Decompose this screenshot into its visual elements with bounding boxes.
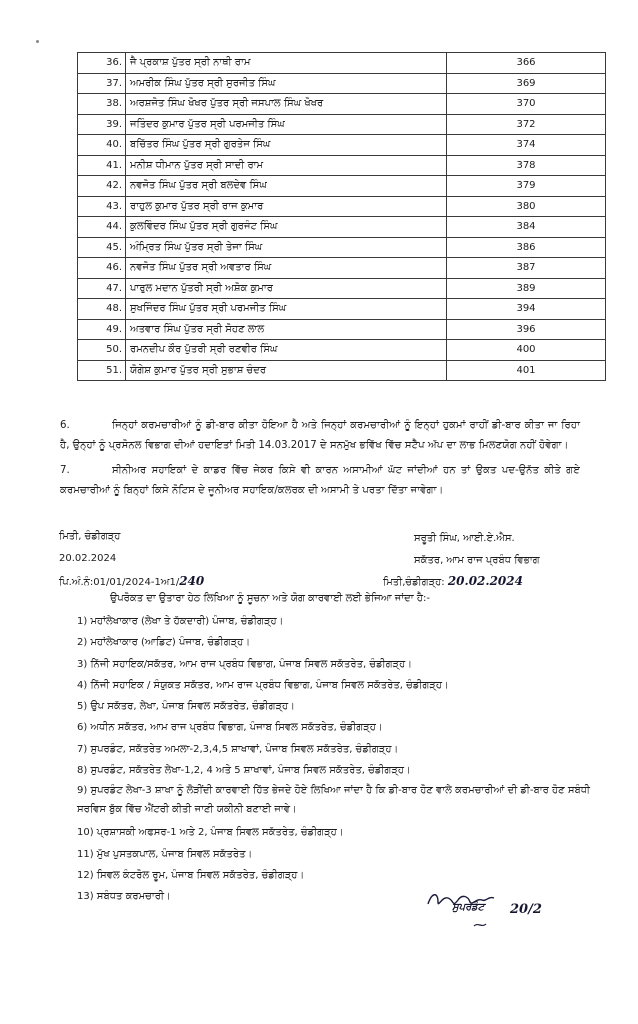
seniority-number-cell: 384 bbox=[447, 217, 606, 238]
table-row bbox=[78, 299, 606, 320]
signatory-name: ਸਰੂਤੀ ਸਿੰਘ, ਆਈ.ਏ.ਐਸ. bbox=[414, 533, 515, 544]
serial-number-cell: 48. bbox=[78, 299, 126, 320]
distribution-item: 1) ਮਹਾਂਲੇਖਾਕਾਰ (ਲੇਖਾ ਤੇ ਹੱਕਦਾਰੀ) ਪੰਜਾਬ, ਚੰਡੀਗੜ੍ਹ। bbox=[77, 616, 284, 627]
serial-number-cell: 41. bbox=[78, 155, 126, 176]
serial-number-cell: 43. bbox=[78, 196, 126, 217]
memo-number-handwritten: 240 bbox=[179, 574, 205, 588]
seniority-number-cell: 369 bbox=[447, 73, 606, 94]
table-row bbox=[78, 217, 606, 238]
signatory-designation: ਸਕੱਤਰ, ਆਮ ਰਾਜ ਪ੍ਰਬੰਧ ਵਿਭਾਗ bbox=[414, 555, 540, 566]
serial-number-cell: 51. bbox=[78, 360, 126, 381]
employee-name-cell: ਅਤਵਾਰ ਸਿੰਘ ਪੁੱਤਰ ਸ੍ਰੀ ਸੋਹਣ ਲਾਲ bbox=[126, 319, 447, 340]
distribution-item: 8) ਸੁਪਰਡੰਟ, ਸਕੱਤਰੇਤ ਲੇਖਾ-1,2, 4 ਅਤੇ 5 ਸ਼ਾਖਾਵਾਂ, ਪੰਜਾਬ ਸਿਵਲ ਸਕੱਤਰੇਤ, ਚੰਡੀਗੜ੍ਹ। bbox=[77, 765, 411, 777]
table-row bbox=[78, 237, 606, 258]
seniority-number-cell: 372 bbox=[447, 114, 606, 135]
serial-number-cell: 45. bbox=[78, 237, 126, 258]
employee-name-cell: ਬਚਿੱਤਰ ਸਿੰਘ ਪੁੱਤਰ ਸ੍ਰੀ ਗੁਰਤੇਜ ਸਿੰਘ bbox=[126, 135, 447, 156]
paragraph-number: 6. bbox=[60, 420, 70, 431]
seniority-number-cell: 396 bbox=[447, 319, 606, 340]
serial-number-cell: 40. bbox=[78, 135, 126, 156]
seniority-number-cell: 389 bbox=[447, 278, 606, 299]
signature-date-handwritten: 20/2 bbox=[510, 902, 542, 917]
employee-name-cell: ਯੋਗੇਸ਼ ਕੁਮਾਰ ਪੁੱਤਰ ਸ੍ਰੀ ਸੁਭਾਸ਼ ਚੰਦਰ bbox=[126, 360, 447, 381]
employee-name-cell: ਅਮਰੀਕ ਸਿੰਘ ਪੁੱਤਰ ਸ੍ਰੀ ਸੁਰਜੀਤ ਸਿੰਘ bbox=[126, 73, 447, 94]
serial-number-cell: 36. bbox=[78, 53, 126, 74]
distribution-item: 5) ਉਪ ਸਕੱਤਰ, ਲੇਖਾ, ਪੰਜਾਬ ਸਿਵਲ ਸਕੱਤਰੇਤ, ਚੰਡੀਗੜ੍ਹ। bbox=[77, 701, 295, 713]
seniority-number-cell: 400 bbox=[447, 340, 606, 361]
endorsement-date-handwritten: 20.02.2024 bbox=[447, 574, 523, 588]
employee-name-cell: ਜਤਿੰਦਰ ਕੁਮਾਰ ਪੁੱਤਰ ਸ੍ਰੀ ਪਰਮਜੀਤ ਸਿੰਘ bbox=[126, 114, 447, 135]
endorsement-date bbox=[383, 574, 523, 588]
distribution-item: 11) ਮੁੱਖ ਪੁਸਤਕਪਾਲ, ਪੰਜਾਬ ਸਿਵਲ ਸਕੱਤਰੇਤ। bbox=[77, 848, 253, 860]
serial-number-cell: 44. bbox=[78, 217, 126, 238]
seniority-number-cell: 374 bbox=[447, 135, 606, 156]
paragraph-6 bbox=[60, 416, 580, 456]
distribution-item: 7) ਸੁਪਰਡੰਟ, ਸਕੱਤਰੇਤ ਅਮਲਾ-2,3,4,5 ਸ਼ਾਖਾਵਾਂ, ਪੰਜਾਬ ਸਿਵਲ ਸਕੱਤਰੇਤ, ਚੰਡੀਗੜ੍ਹ। bbox=[77, 743, 399, 755]
employee-name-cell: ਅੰਮ੍ਰਿਤ ਸਿੰਘ ਪੁੱਤਰ ਸ੍ਰੀ ਤੇਜਾ ਸਿੰਘ bbox=[126, 237, 447, 258]
serial-number-cell: 38. bbox=[78, 94, 126, 115]
seniority-number-cell: 394 bbox=[447, 299, 606, 320]
table-row bbox=[78, 360, 606, 381]
memo-number bbox=[59, 574, 204, 588]
employee-name-cell: ਕੁਲਵਿੰਦਰ ਸਿੰਘ ਪੁੱਤਰ ਸ੍ਰੀ ਗੁਰਜੰਟ ਸਿੰਘ bbox=[126, 217, 447, 238]
endorsement-intro: ਉਪਰੋਕਤ ਦਾ ਉਤਾਰਾ ਹੇਠ ਲਿਖਿਆ ਨੂੰ ਸੂਚਨਾ ਅਤੇ ਯੋਗ ਕਾਰਵਾਈ ਲਈ ਭੇਜਿਆ ਜਾਂਦਾ ਹੈ:- bbox=[110, 593, 430, 604]
serial-number-cell: 46. bbox=[78, 258, 126, 279]
employee-name-cell: ਅਰਸ਼ਜੋਤ ਸਿੰਘ ਖੋਖਰ ਪੁੱਤਰ ਸ੍ਰੀ ਜਸਪਾਲ ਸਿੰਘ ਖੋਖਰ bbox=[126, 94, 447, 115]
employee-name-cell: ਪਾਰੁਲ ਮਦਾਨ ਪੁੱਤਰੀ ਸ੍ਰੀ ਅਸ਼ੋਕ ਕੁਮਾਰ bbox=[126, 278, 447, 299]
employee-name-cell: ਮਨੀਸ਼ ਧੀਮਾਨ ਪੁੱਤਰ ਸ੍ਰੀ ਸਾਦੀ ਰਾਮ bbox=[126, 155, 447, 176]
serial-number-cell: 37. bbox=[78, 73, 126, 94]
table-row bbox=[78, 73, 606, 94]
table-row bbox=[78, 176, 606, 197]
seniority-number-cell: 380 bbox=[447, 196, 606, 217]
serial-number-cell: 50. bbox=[78, 340, 126, 361]
distribution-item: 13) ਸਬੰਧਤ ਕਰਮਚਾਰੀ। bbox=[77, 891, 171, 903]
employee-name-cell: ਨਵਜੋਤ ਸਿੰਘ ਪੁੱਤਰ ਸ੍ਰੀ ਬਲਦੇਵ ਸਿੰਘ bbox=[126, 176, 447, 197]
table-row bbox=[78, 135, 606, 156]
memo-prefix: ਪਿ.ਅੰ.ਨੰ:01/01/2024-1ਅ1/ bbox=[59, 577, 180, 588]
table-row bbox=[78, 196, 606, 217]
table-row bbox=[78, 258, 606, 279]
seniority-number-cell: 379 bbox=[447, 176, 606, 197]
order-date: 20.02.2024 bbox=[59, 553, 117, 564]
table-row bbox=[78, 94, 606, 115]
distribution-item: 9) ਸੁਪਰਡੰਟ ਲੇਖਾ-3 ਸ਼ਾਖਾ ਨੂੰ ਲੋੜੀਂਦੀ ਕਾਰਵਾਈ ਹਿੱਤ ਭੇਜਦੇ ਹੋਏ ਲਿਖਿਆ ਜਾਂਦਾ ਹੈ ਕਿ ਡੀ-ਬਾਰ ਹੋਣ ਵਾਲੇ ਕਰਮਚਾਰੀਆਂ ਦੀ ਡੀ-ਬਾਰ ਹੋਣ ਸਬੰਧੀ ਸਰਵਿਸ ਬੁੱਕ ਵਿੱਚ ਐਂਟਰੀ ਕੀਤੀ ਜਾਣੀ ਯਕੀਨੀ ਬਣਾਈ ਜਾਵੇ। bbox=[77, 785, 591, 816]
scan-speck bbox=[36, 40, 39, 43]
table-row bbox=[78, 319, 606, 340]
seniority-number-cell: 386 bbox=[447, 237, 606, 258]
table-row bbox=[78, 53, 606, 74]
employee-name-cell: ਨਵਜੋਤ ਸਿੰਘ ਪੁੱਤਰ ਸ੍ਰੀ ਅਵਤਾਰ ਸਿੰਘ bbox=[126, 258, 447, 279]
employee-name-cell: ਸੁਖਜਿੰਦਰ ਸਿੰਘ ਪੁੱਤਰ ਸ੍ਰੀ ਪਰਮਜੀਤ ਸਿੰਘ bbox=[126, 299, 447, 320]
distribution-item: 10) ਪ੍ਰਸ਼ਾਸਕੀ ਅਫਸਰ-1 ਅਤੇ 2, ਪੰਜਾਬ ਸਿਵਲ ਸਕੱਤਰੇਤ, ਚੰਡੀਗੜ੍ਹ। bbox=[77, 827, 344, 839]
employee-name-cell: ਜੈ ਪ੍ਰਕਾਸ਼ ਪੁੱਤਰ ਸ੍ਰੀ ਨਾਥੀ ਰਾਮ bbox=[126, 53, 447, 74]
table-row bbox=[78, 340, 606, 361]
distribution-item: 2) ਮਹਾਂਲੇਖਾਕਾਰ (ਆਡਿਟ) ਪੰਜਾਬ, ਚੰਡੀਗੜ੍ਹ। bbox=[77, 637, 251, 649]
employee-name-cell: ਰਾਹੁਲ ਕੁਮਾਰ ਪੁੱਤਰ ਸ੍ਰੀ ਰਾਜ ਕੁਮਾਰ bbox=[126, 196, 447, 217]
distribution-item: 6) ਅਧੀਨ ਸਕੱਤਰ, ਆਮ ਰਾਜ ਪ੍ਰਬੰਧ ਵਿਭਾਗ, ਪੰਜਾਬ ਸਿਵਲ ਸਕੱਤਰੇਤ, ਚੰਡੀਗੜ੍ਹ। bbox=[77, 722, 383, 734]
distribution-list bbox=[77, 611, 597, 908]
distribution-item: 12) ਸਿਵਲ ਕੰਟਰੋਲ ਰੂਮ, ਪੰਜਾਬ ਸਿਵਲ ਸਕੱਤਰੇਤ, ਚੰਡੀਗੜ੍ਹ। bbox=[77, 869, 305, 881]
seniority-number-cell: 387 bbox=[447, 258, 606, 279]
table-row bbox=[78, 114, 606, 135]
seniority-number-cell: 401 bbox=[447, 360, 606, 381]
seniority-number-cell: 366 bbox=[447, 53, 606, 74]
serial-number-cell: 39. bbox=[78, 114, 126, 135]
paragraph-text: ਜਿਨ੍ਹਾਂ ਕਰਮਚਾਰੀਆਂ ਨੂੰ ਡੀ-ਬਾਰ ਕੀਤਾ ਹੋਇਆ ਹੈ ਅਤੇ ਜਿਨ੍ਹਾਂ ਕਰਮਚਾਰੀਆਂ ਨੂੰ ਇਨ੍ਹਾਂ ਹੁਕਮਾਂ ਰਾਹੀਂ ਡੀ-ਬਾਰ ਕੀਤਾ ਜਾ ਰਿਹਾ ਹੈ, ਉਨ੍ਹਾਂ ਨੂੰ ਪ੍ਰਸੋਨਲ ਵਿਭਾਗ ਦੀਆਂ ਹਦਾਇਤਾਂ ਮਿਤੀ 14.03.2017 ਦੇ ਸਨਮੁੱਖ ਭਵਿੱਖ ਵਿੱਚ ਸਟੈੱਪ ਅੱਪ ਦਾ ਲਾਭ ਮਿਲਣਯੋਗ ਨਹੀਂ ਹੋਵੇਗਾ। bbox=[60, 420, 580, 451]
serial-number-cell: 47. bbox=[78, 278, 126, 299]
paragraph-text: ਸੀਨੀਅਰ ਸਹਾਇਕਾਂ ਦੇ ਕਾਡਰ ਵਿੱਚ ਜੇਕਰ ਕਿਸੇ ਵੀ ਕਾਰਨ ਅਸਾਮੀਆਂ ਘੱਟ ਜਾਂਦੀਆਂ ਹਨ ਤਾਂ ਉਕਤ ਪਦ-ਉਨੱਤ ਕੀਤੇ ਗਏ ਕਰਮਚਾਰੀਆਂ ਨੂੰ ਬਿਨ੍ਹਾਂ ਕਿਸੇ ਨੋਟਿਸ ਦੇ ਜੂਨੀਅਰ ਸਹਾਇਕ/ਕਲਰਕ ਦੀ ਅਸਾਮੀ ਤੇ ਪਰਤਾ ਦਿੱਤਾ ਜਾਵੇਗਾ। bbox=[60, 465, 580, 496]
order-place: ਮਿਤੀ, ਚੰਡੀਗੜ੍ਹ bbox=[59, 531, 121, 542]
serial-number-cell: 42. bbox=[78, 176, 126, 197]
promotion-table bbox=[77, 52, 606, 381]
serial-number-cell: 49. bbox=[78, 319, 126, 340]
seniority-number-cell: 370 bbox=[447, 94, 606, 115]
paragraph-7 bbox=[60, 461, 580, 501]
employee-name-cell: ਰਮਨਦੀਪ ਕੌਰ ਪੁੱਤਰੀ ਸ੍ਰੀ ਰਣਵੀਰ ਸਿੰਘ bbox=[126, 340, 447, 361]
table-row bbox=[78, 278, 606, 299]
endorsement-date-label: ਮਿਤੀ,ਚੰਡੀਗੜ੍ਹ: bbox=[383, 577, 445, 588]
paragraph-number: 7. bbox=[60, 465, 70, 476]
distribution-item: 3) ਨਿੱਜੀ ਸਹਾਇਕ/ਸਕੱਤਰ, ਆਮ ਰਾਜ ਪ੍ਰਬੰਧ ਵਿਭਾਗ, ਪੰਜਾਬ ਸਿਵਲ ਸਕੱਤਰੇਤ, ਚੰਡੀਗੜ੍ਹ। bbox=[77, 658, 412, 670]
seniority-number-cell: 378 bbox=[447, 155, 606, 176]
distribution-item: 4) ਨਿੱਜੀ ਸਹਾਇਕ / ਸੰਯੁਕਤ ਸਕੱਤਰ, ਆਮ ਰਾਜ ਪ੍ਰਬੰਧ ਵਿਭਾਗ, ਪੰਜਾਬ ਸਿਵਲ ਸਕੱਤਰੇਤ, ਚੰਡੀਗੜ੍ਹ। bbox=[77, 679, 449, 691]
signature-designation-handwritten: ਸੁਪਰਡੰਟ bbox=[452, 902, 485, 913]
table-row bbox=[78, 155, 606, 176]
